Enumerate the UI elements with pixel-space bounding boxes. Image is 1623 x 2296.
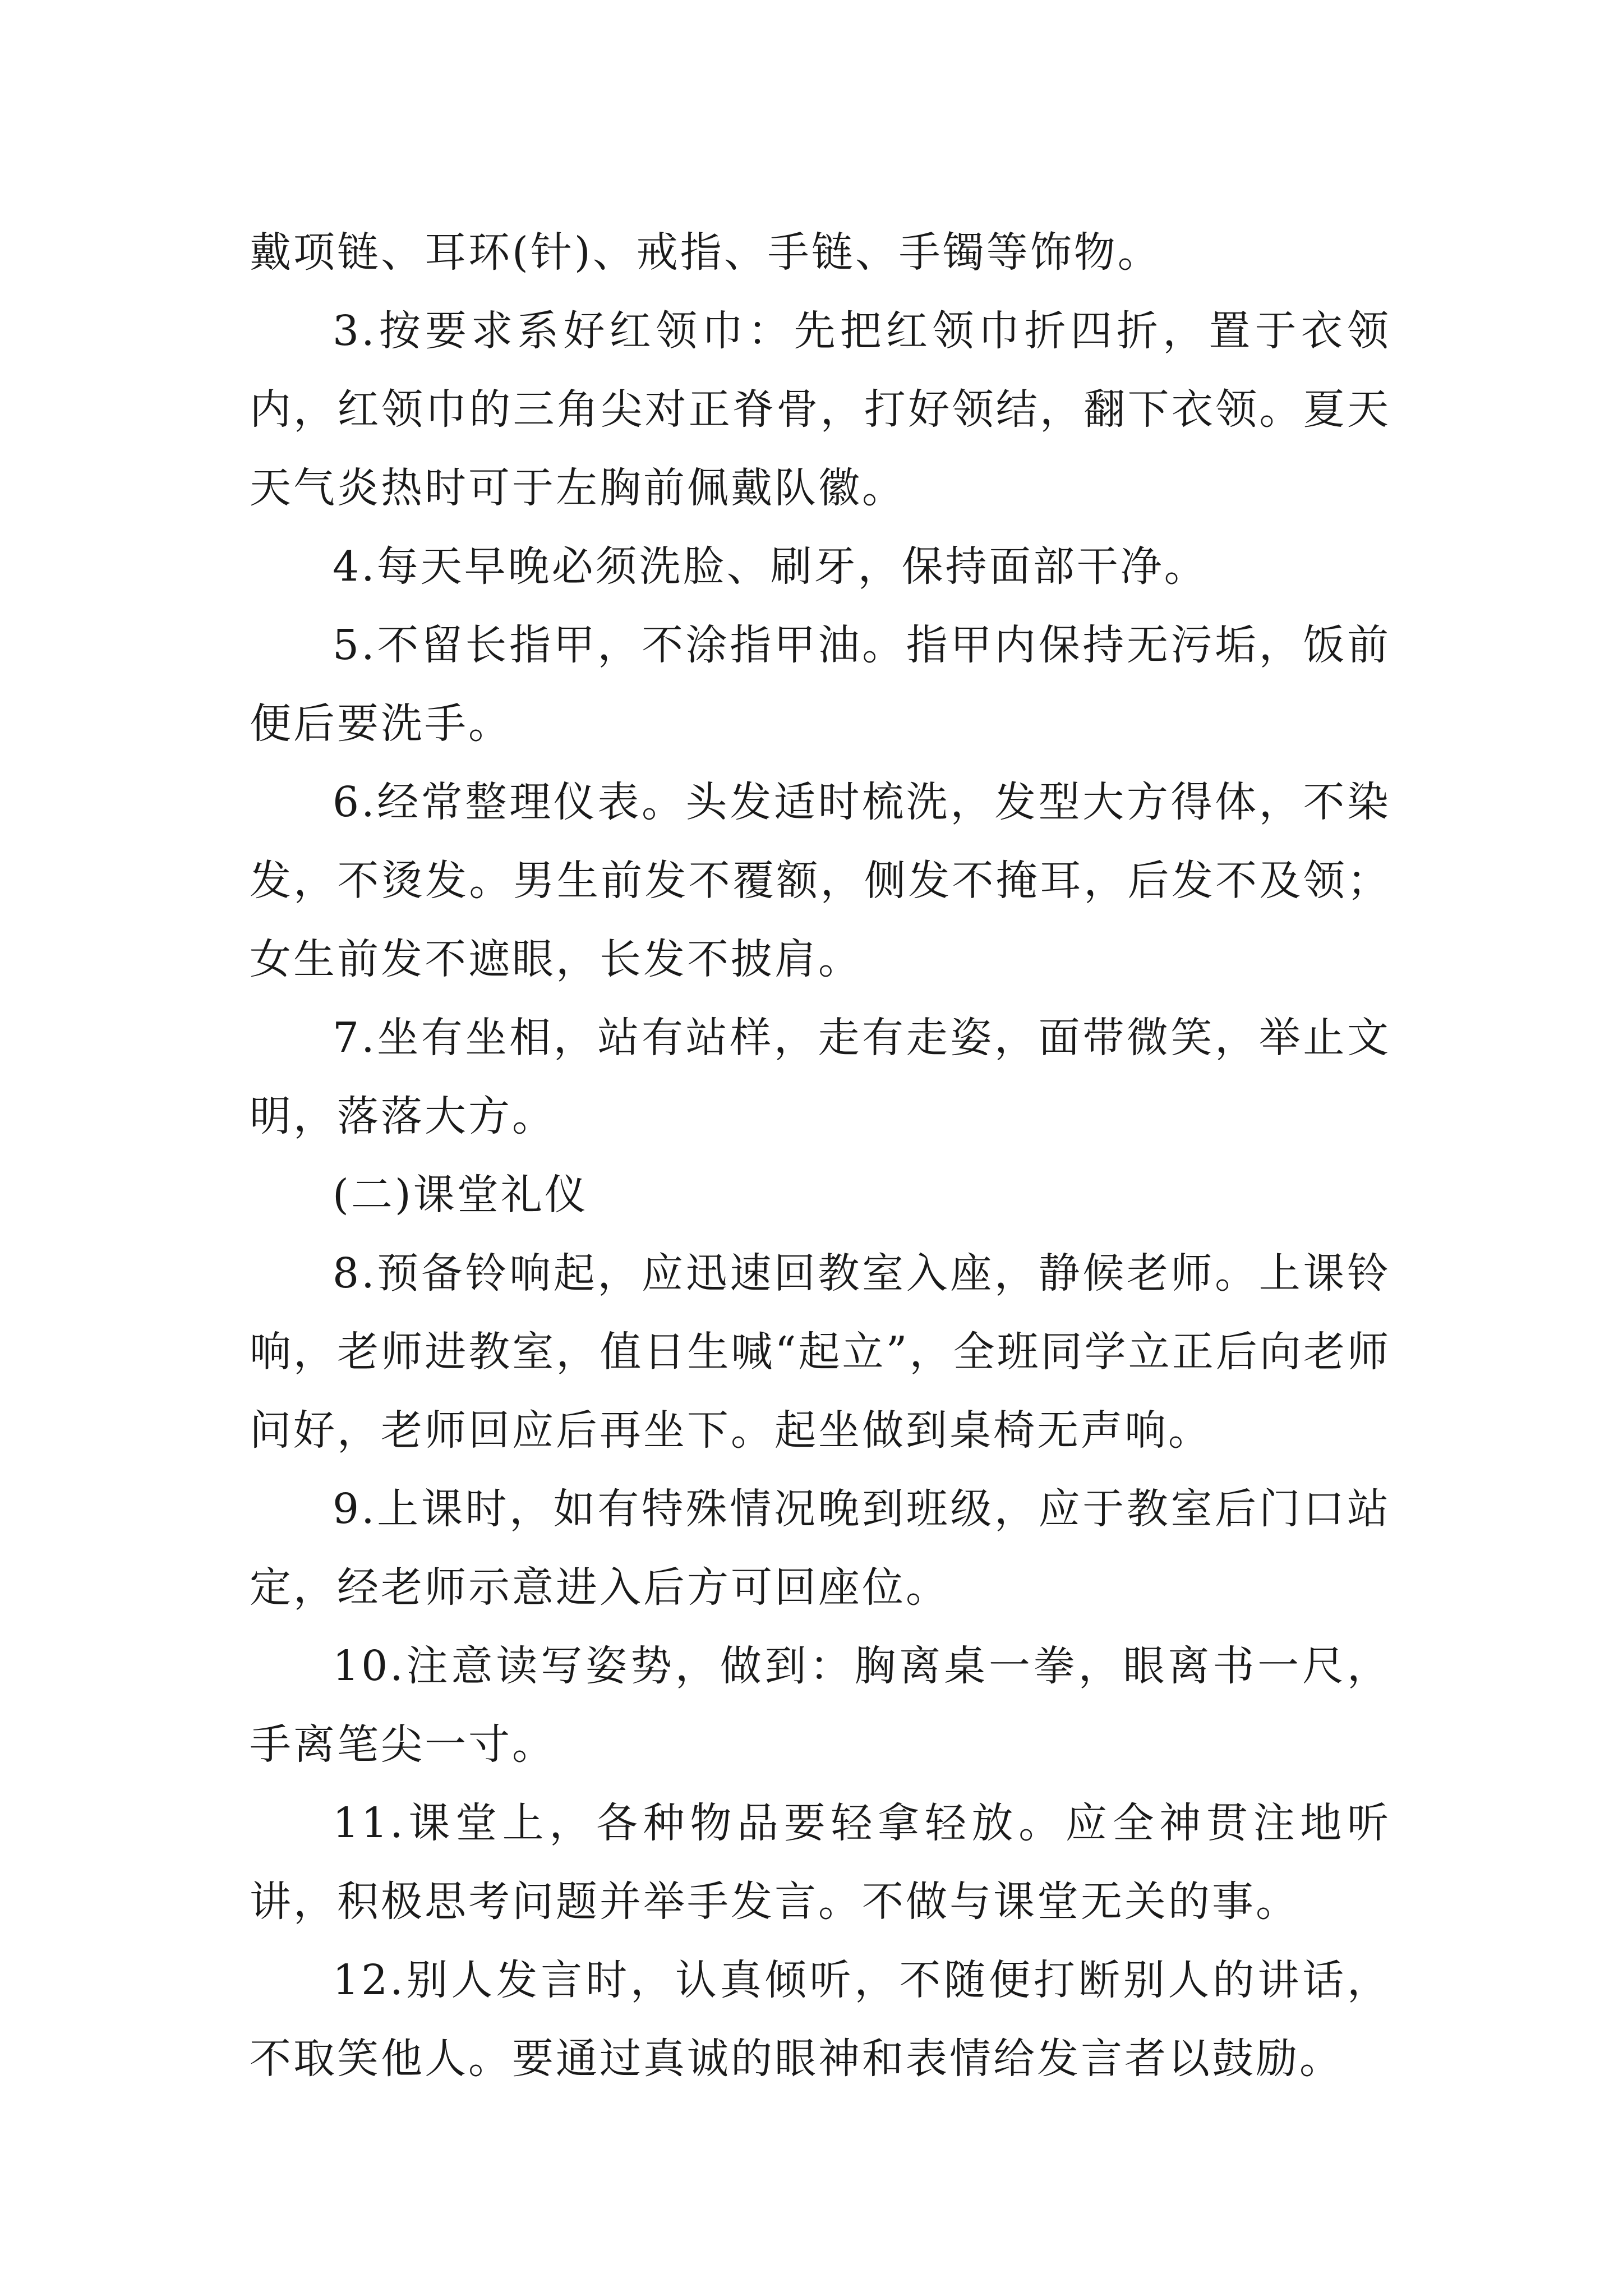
paragraph-item-9: 9.上课时，如有特殊情况晚到班级，应于教室后门口站定，经老师示意进入后方可回座位。	[250, 1485, 1391, 1612]
paragraph-item-3: 3.按要求系好红领巾：先把红领巾折四折，置于衣领内，红领巾的三角尖对正脊骨，打好领结，翻下衣领。夏天天气炎热时可于左胸前佩戴队徽。	[250, 307, 1391, 512]
paragraph-item-10: 10.注意读写姿势，做到：胸离桌一拳，眼离书一尺，手离笔尖一寸。	[250, 1642, 1391, 1769]
paragraph-item-7: 7.坐有坐相，站有站样，走有走姿，面带微笑，举止文明，落落大方。	[250, 1014, 1391, 1140]
paragraph-item-12: 12.别人发言时，认真倾听，不随便打断别人的讲话，不取笑他人。要通过真诚的眼神和表情给发言者以鼓励。	[250, 1956, 1391, 2083]
paragraph-item-8: 8.预备铃响起，应迅速回教室入座，静候老师。上课铃响，老师进教室，值日生喊“起立”，全班同学立正后向老师问好，老师回应后再坐下。起坐做到桌椅无声响。	[250, 1249, 1391, 1455]
paragraph-item-5: 5.不留长指甲，不涂指甲油。指甲内保持无污垢，饭前便后要洗手。	[250, 621, 1391, 748]
paragraph-item-6: 6.经常整理仪表。头发适时梳洗，发型大方得体，不染发，不烫发。男生前发不覆额，侧发不掩耳，后发不及领；女生前发不遮眼，长发不披肩。	[250, 778, 1391, 983]
paragraph-item-11: 11.课堂上，各种物品要轻拿轻放。应全神贯注地听讲，积极思考问题并举手发言。不做与课堂无关的事。	[250, 1799, 1391, 1926]
paragraph-item-4: 4.每天早晚必须洗脸、刷牙，保持面部干净。	[333, 542, 1208, 591]
document-body	[250, 213, 1391, 2098]
section-heading-classroom-etiquette: (二)课堂礼仪	[333, 1171, 588, 1219]
paragraph-continuation: 戴项链、耳环(针)、戒指、手链、手镯等饰物。	[250, 228, 1161, 277]
